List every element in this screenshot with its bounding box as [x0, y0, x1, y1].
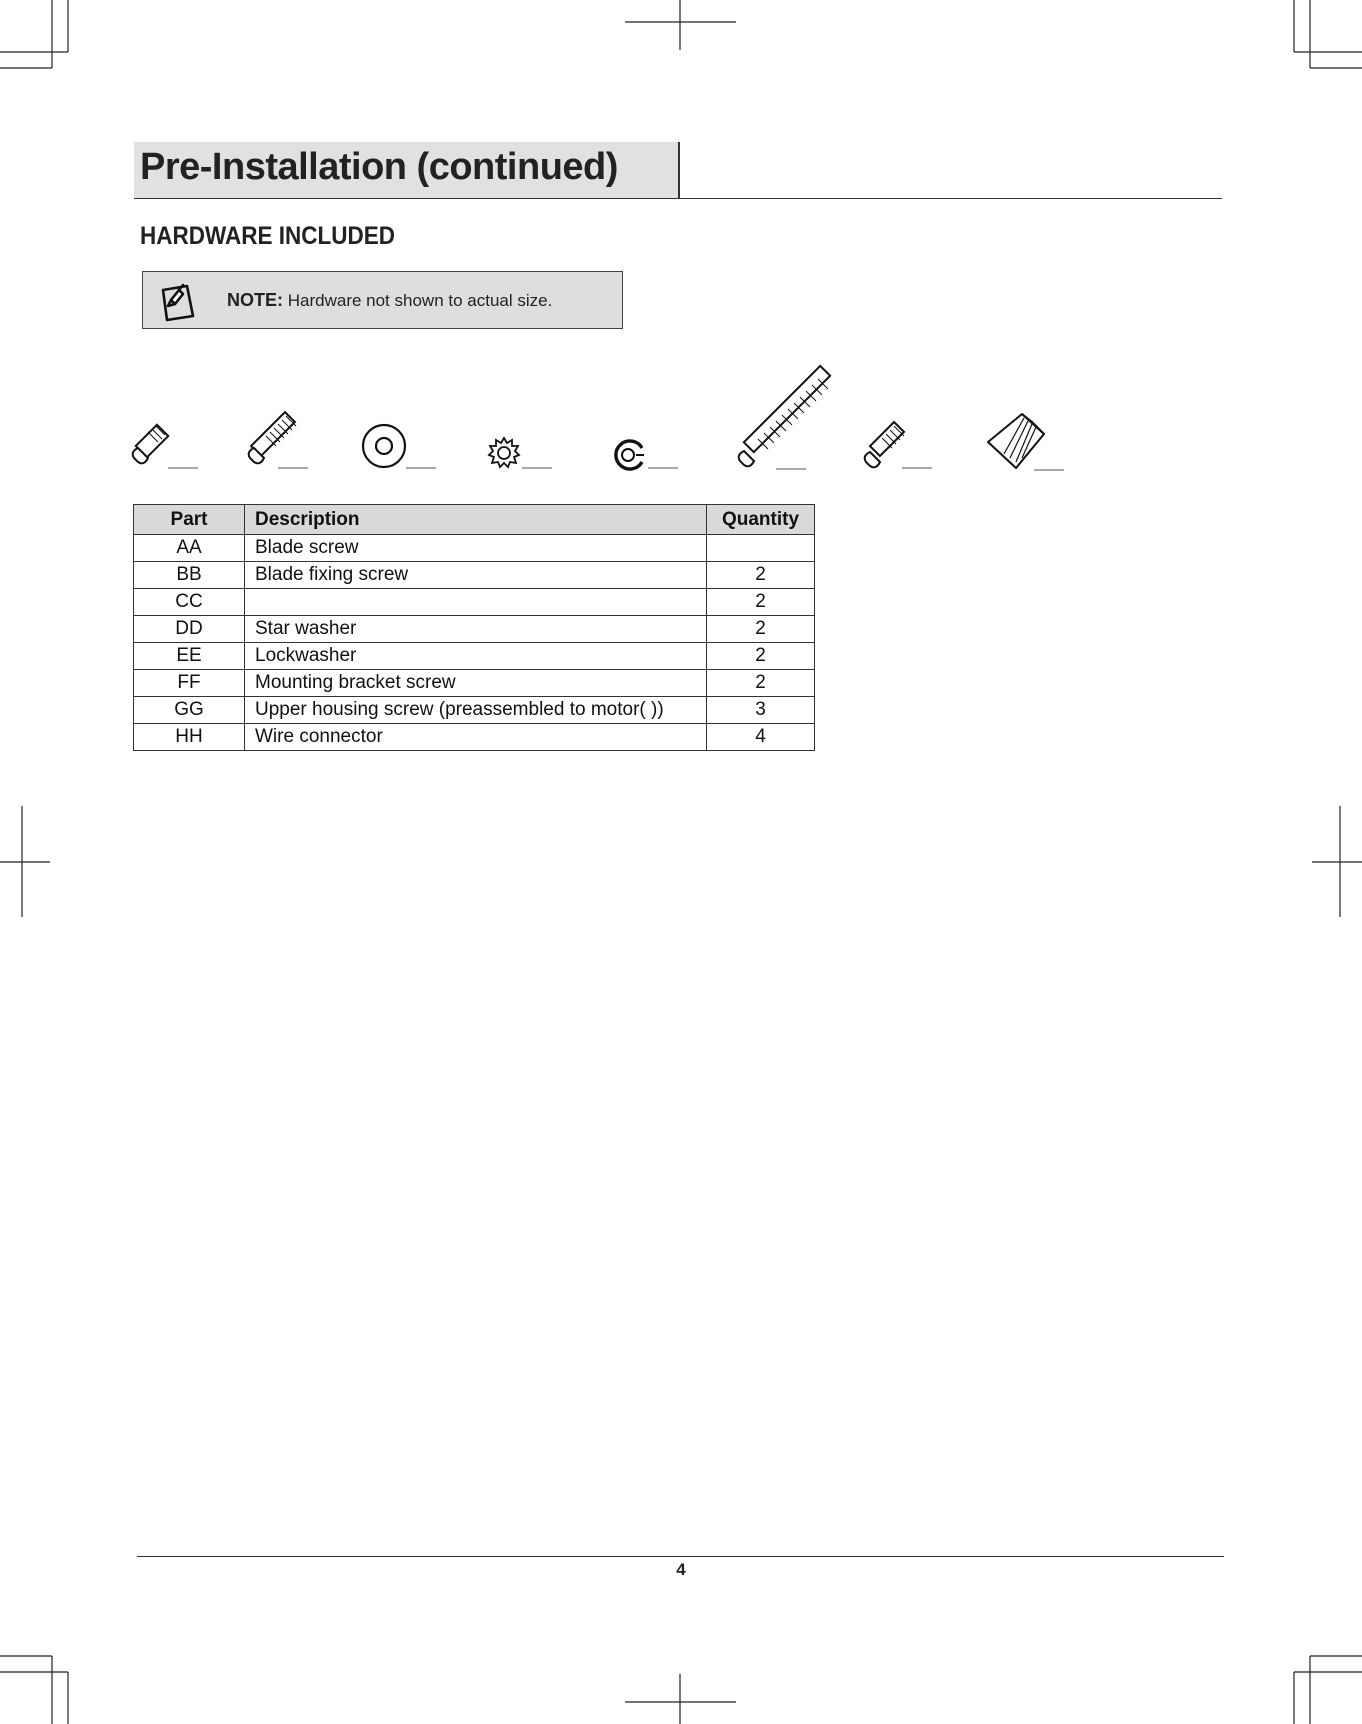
mounting-bracket-screw-icon: [736, 365, 846, 475]
header-quantity: Quantity: [707, 505, 815, 535]
hardware-parts-table: [133, 504, 815, 751]
part-quantity: 3: [707, 697, 815, 724]
page-title: Pre-Installation (continued): [140, 146, 618, 188]
part-description: Mounting bracket screw: [245, 670, 707, 697]
part-quantity: 4: [707, 724, 815, 751]
part-quantity: 2: [707, 616, 815, 643]
table-row: [134, 535, 815, 562]
table-row: [134, 562, 815, 589]
part-code: EE: [134, 643, 245, 670]
header-part: Part: [134, 505, 245, 535]
wire-connector-icon: [986, 412, 1068, 474]
part-code: CC: [134, 589, 245, 616]
part-code: FF: [134, 670, 245, 697]
part-quantity: 2: [707, 589, 815, 616]
part-description: Blade fixing screw: [245, 562, 707, 589]
table-header-row: [134, 505, 815, 535]
table-row: [134, 643, 815, 670]
part-code: HH: [134, 724, 245, 751]
part-code: GG: [134, 697, 245, 724]
section-subheading: HARDWARE INCLUDED: [140, 222, 395, 250]
page-number: 4: [676, 1560, 686, 1579]
part-description: Blade screw: [245, 535, 707, 562]
blade-screw-icon: [130, 420, 202, 472]
header-description: Description: [245, 505, 707, 535]
table-row: [134, 616, 815, 643]
table-row: [134, 670, 815, 697]
part-quantity: 2: [707, 562, 815, 589]
table-row: [134, 724, 815, 751]
table-row: [134, 589, 815, 616]
note-pad-icon: [157, 280, 199, 322]
part-description: Upper housing screw (preassembled to motor( )): [245, 697, 707, 724]
note-box: [142, 271, 623, 329]
flat-washer-icon: [360, 420, 440, 472]
part-quantity: [707, 535, 815, 562]
part-code: DD: [134, 616, 245, 643]
upper-housing-screw-icon: [862, 418, 936, 474]
star-washer-icon: [488, 436, 556, 472]
part-code: BB: [134, 562, 245, 589]
footer-divider: [137, 1556, 1224, 1557]
part-description: Lockwasher: [245, 643, 707, 670]
blade-fixing-screw-icon: [246, 408, 322, 472]
note-text: [227, 290, 552, 311]
part-quantity: 2: [707, 670, 815, 697]
title-divider: [134, 198, 1222, 199]
part-description: Star washer: [245, 616, 707, 643]
part-description: Wire connector: [245, 724, 707, 751]
part-description: [245, 589, 707, 616]
note-label: NOTE:: [227, 290, 283, 310]
table-row: [134, 697, 815, 724]
part-code: AA: [134, 535, 245, 562]
part-quantity: 2: [707, 643, 815, 670]
lockwasher-icon: [612, 438, 682, 472]
note-body: Hardware not shown to actual size.: [287, 291, 553, 310]
